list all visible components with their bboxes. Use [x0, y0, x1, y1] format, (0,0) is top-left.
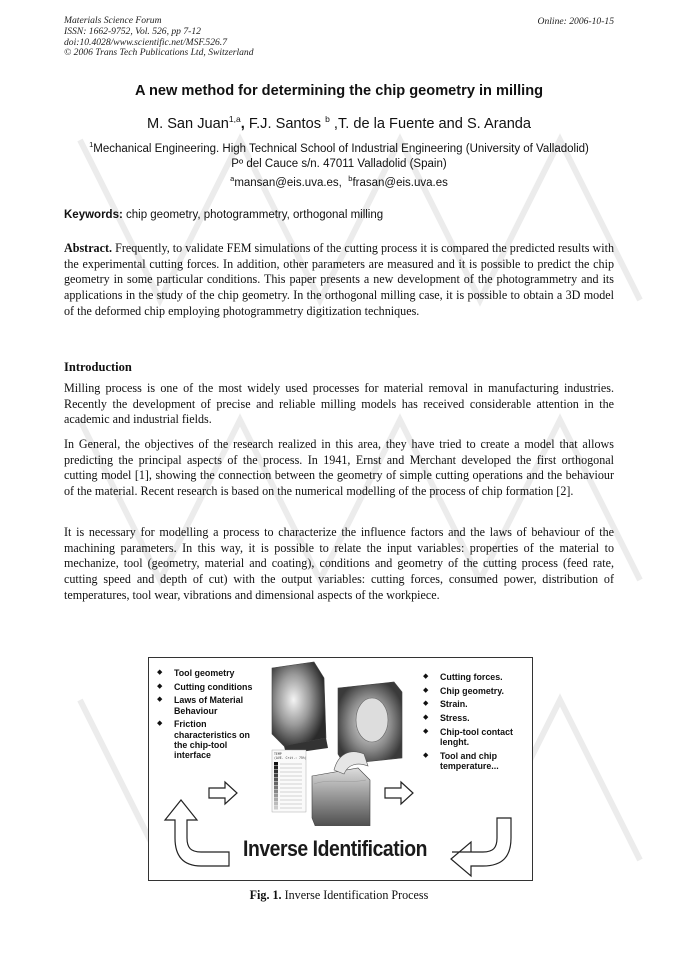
- email-b-sup: b: [348, 174, 353, 183]
- diamond-bullet-icon: ◆: [423, 751, 429, 759]
- diamond-bullet-icon: ◆: [423, 700, 429, 708]
- abstract-text: Frequently, to validate FEM simulations of the cutting process it is compared the predicted results with the experimental cutting forces. In addition, other parameters are measured and it is possible to predict the chip geometry in some particular conditions. This paper presents a new development of the photogrammetry and its applications in the study of the chip geometry. In the orthogonal milling case, it is possible to obtain a 3D model of the deformed chip employing photogrammetry digitization techniques.: [64, 241, 614, 318]
- intro-paragraph-1: Milling process is one of the most widely used processes for material removal in manufacturing industries. Recently the development of precise and reliable milling models has received considerable attention in the academic and industrial fields.: [64, 381, 614, 427]
- diamond-bullet-icon: ◆: [423, 686, 429, 694]
- keywords-label: Keywords:: [64, 209, 123, 221]
- figure-output-item: ◆ Strain.: [423, 699, 468, 710]
- online-date: Online: 2006-10-15: [537, 16, 614, 27]
- author-list: M. San Juan$^{1,a}$, F.J. Santos $^b$ ,T. de la Fuente and S. Aranda: [146, 114, 532, 132]
- diamond-bullet-icon: ◆: [157, 682, 163, 690]
- email-b[interactable]: frasan@eis.uva.es: [352, 177, 448, 189]
- inverse-identification-label: Inverse Identification: [243, 836, 427, 861]
- svg-text:TEMP: TEMP: [274, 752, 282, 756]
- journal-header: [64, 16, 254, 59]
- author-rest: ,T. de la Fuente and S. Aranda: [333, 116, 532, 132]
- intro-paragraph-3: It is necessary for modelling a process to characterize the influence factors and the laws of behaviour of the machining parameters. In this way, it is possible to relate the input variables: properties of the material to mechanize, tool (geometry, material and coating), conditions and geometry of the cutting process (feed rate, cutting speed and depth of cut) with the output variables: cutting forces, consumed power, distribution of temperatures, tool wear, vibrations and dimensional aspects of the workpiece.: [64, 525, 614, 602]
- doi-link[interactable]: doi:10.4028/www.scientific.net/MSF.526.7: [64, 36, 227, 48]
- affiliation-line-2: Pº del Cauce s/n. 47011 Valladolid (Spain): [231, 158, 447, 170]
- author-2: F.J. Santos: [248, 116, 322, 132]
- figure-output-item: ◆ Cutting forces.: [423, 672, 503, 682]
- author-1-sup: 1,a: [228, 114, 241, 124]
- figure-caption-label: Fig. 1.: [249, 888, 282, 902]
- figure-caption: [0, 888, 678, 903]
- copyright: © 2006 Trans Tech Publications Ltd, Switzerland: [64, 47, 254, 59]
- figure-input-item: ◆ Tool geometry: [157, 668, 235, 678]
- curved-down-arrow-icon: [451, 818, 511, 876]
- journal-issn: ISSN: 1662-9752, Vol. 526, pp 7-12: [64, 25, 201, 37]
- intro-paragraph-2: In General, the objectives of the research realized in this area, they have tried to create a model that allows predicting the principal aspects of the process. In 1941, Ernst and Merchant developed the first orthogonal cutting model [1], showing the connection between the geometry of simple cutting operations and the behaviour of the material. Recent research is based on the numerical modelling of the process of chip formation [2].: [64, 437, 614, 499]
- svg-text:(AVE. Crit.: 75%): (AVE. Crit.: 75%): [274, 756, 307, 760]
- keywords-text: chip geometry, photogrammetry, orthogonal milling: [122, 209, 384, 221]
- figure-input-item: ◆ Laws of Material Behaviour: [157, 695, 244, 716]
- diamond-bullet-icon: ◆: [157, 720, 163, 728]
- paper-title: A new method for determining the chip geometry in milling: [134, 83, 544, 99]
- diamond-bullet-icon: ◆: [423, 673, 429, 680]
- figure-output-item: ◆ Chip-tool contact lenght.: [423, 726, 513, 748]
- author-1: M. San Juan: [146, 116, 229, 132]
- abstract: [64, 241, 614, 320]
- figure-1: [148, 657, 533, 881]
- figure-input-item: ◆ Friction characteristics on the chip-tool interface: [157, 719, 250, 760]
- figure-caption-text: Inverse Identification Process: [281, 888, 429, 902]
- affiliation-line-1: Mechanical Engineering. High Technical School of Industrial Engineering (University of Valladolid): [93, 143, 589, 155]
- email-a-sup: a: [230, 174, 235, 183]
- figure-output-item: ◆ Tool and chip temperature...: [423, 750, 499, 771]
- figure-output-item: ◆ Chip geometry.: [423, 685, 504, 696]
- affiliation-sup: 1: [89, 140, 94, 149]
- figure-input-item: ◆ Cutting conditions: [157, 681, 253, 692]
- affiliation: [58, 137, 620, 172]
- right-arrow-icon-left: [209, 782, 237, 804]
- figure-output-item: ◆ Stress.: [423, 713, 470, 724]
- diamond-bullet-icon: ◆: [423, 727, 429, 735]
- author-2-sup: b: [325, 114, 330, 124]
- right-arrow-icon-right: [385, 782, 413, 804]
- keywords: [64, 209, 383, 221]
- diamond-bullet-icon: ◆: [423, 714, 429, 722]
- diamond-bullet-icon: ◆: [157, 669, 163, 676]
- journal-name: Materials Science Forum: [64, 15, 162, 26]
- email-a[interactable]: mansan@eis.uva.es,: [234, 177, 342, 189]
- diamond-bullet-icon: ◆: [157, 696, 163, 704]
- curved-up-arrow-icon: [165, 800, 229, 866]
- section-heading-introduction: Introduction: [64, 360, 132, 374]
- author-emails: [0, 174, 678, 189]
- abstract-label: Abstract.: [64, 241, 113, 255]
